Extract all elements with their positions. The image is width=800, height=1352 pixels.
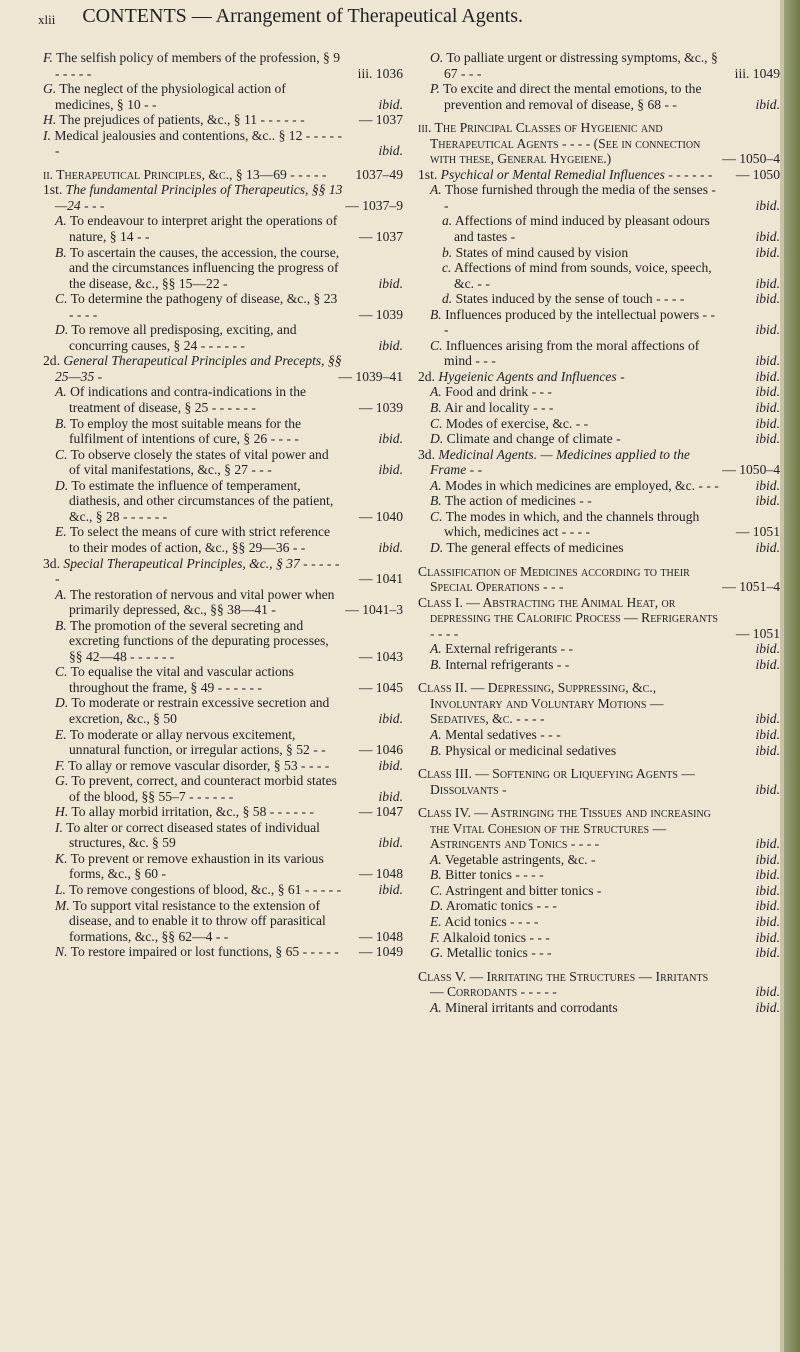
entry-1st-psychical: 1st. Psychical or Mental Remedial Influences - - - - - - — 1050 xyxy=(418,166,780,182)
entry-d-moderate: D. To moderate or restrain excessive secretion and excretion, &c., § 50 ibid. xyxy=(55,695,403,726)
entry-d-touch: d. States induced by the sense of touch - - - - ibid. xyxy=(442,291,780,307)
entry-a-restoration: A. The restoration of nervous and vital power when primarily depressed, &c., §§ 38—41 - — 1041–3 xyxy=(55,586,403,618)
entry-b-bitter-tonics: B. Bitter tonics - - - - ibid. xyxy=(430,867,780,883)
entry-d-aromatic-tonics: D. Aromatic tonics - - - ibid. xyxy=(430,898,780,914)
entry-c-exercise: C. Modes of exercise, &c. - - ibid. xyxy=(430,415,780,431)
entry-i-medical-jealousies: I. Medical jealousies and contentions, &c.. § 12 - - - - - - ibid. xyxy=(43,127,403,159)
entry-c-equalise: C. To equalise the vital and vascular actions throughout the frame, § 49 - - - - - - — 1045 xyxy=(55,664,403,695)
entry-c-moral: C. Influences arising from the moral affections of mind - - - ibid. xyxy=(430,337,780,369)
class-iii-heading: Class III. — Softening or Liquefying Agents — Dissolvants - ibid. xyxy=(418,766,780,797)
page-number: xlii xyxy=(38,12,56,27)
entry-e-select: E. To select the means of cure with strict reference to their modes of action, &c., §§ 29—36 - - ibid. xyxy=(55,524,403,555)
entry-a-indications: A. Of indications and contra-indications in the treatment of disease, § 25 - - - - - - — 1039 xyxy=(55,384,403,416)
left-column xyxy=(43,50,403,960)
classification-heading: Classification of Medicines according to their Special Operations - - - — 1051–4 xyxy=(418,563,780,595)
entry-b-intellectual: B. Influences produced by the intellectual powers - - - ibid. xyxy=(430,306,780,338)
entry-h-irritation: H. To allay morbid irritation, &c., § 58 - - - - - - — 1047 xyxy=(55,804,403,820)
entry-c-channels: C. The modes in which, and the channels through which, medicines act - - - - — 1051 xyxy=(430,508,780,540)
entry-b-air: B. Air and locality - - - ibid. xyxy=(430,400,780,416)
entry-i-structures: I. To alter or correct diseased states of individual structures, &c. § 59 ibid. xyxy=(55,819,403,851)
entry-n-restore: N. To restore impaired or lost functions, § 65 - - - - - — 1049 xyxy=(55,944,403,960)
entry-a-food: A. Food and drink - - - ibid. xyxy=(430,384,780,400)
entry-b-ascertain: B. To ascertain the causes, the accession, the course, and the circumstances influencing the progress of the disease, &c., §§ 15—22 - ibid. xyxy=(55,244,403,291)
entry-f-selfish: F. The selfish policy of members of the profession, § 9 - - - - - iii. 1036 xyxy=(43,50,403,81)
entry-1st-fundamental: 1st. The fundamental Principles of Therapeutics, §§ 13—24 - - - — 1037–9 xyxy=(43,182,403,213)
entry-d-general-effects: D. The general effects of medicines ibid. xyxy=(430,539,780,555)
entry-g-blood: G. To prevent, correct, and counteract morbid states of the blood, §§ 55–7 - - - - - - ibid. xyxy=(55,773,403,804)
entry-k-exhaustion: K. To prevent or remove exhaustion in its various forms, &c., § 60 - — 1048 xyxy=(55,850,403,882)
entry-a-senses: A. Those furnished through the media of the senses - - ibid. xyxy=(430,182,780,213)
entry-d-climate: D. Climate and change of climate - ibid. xyxy=(430,431,780,447)
section-iii-heading: iii. The Principal Classes of Hygeienic and Therapeutical Agents - - - - (See in connection with these, General Hygeiene.) — 1050–4 xyxy=(418,120,780,167)
entry-b-suitable-means: B. To employ the most suitable means for the fulfilment of intentions of cure, § 26 - - - - ibid. xyxy=(55,415,403,447)
entry-a-external-refrigerants: A. External refrigerants - - ibid. xyxy=(430,641,780,657)
book-edge xyxy=(784,0,800,1352)
header-title: CONTENTS — Arrangement of Therapeutical Agents. xyxy=(82,5,523,27)
entry-a-mental-sedatives: A. Mental sedatives - - - ibid. xyxy=(430,726,780,742)
class-i-heading: Class I. — Abstracting the Animal Heat, or depressing the Calorific Process — Refrigerants - - - - — 1051 xyxy=(418,594,780,641)
entry-a-modes: A. Modes in which medicines are employed, &c. - - - ibid. xyxy=(430,477,780,493)
right-column xyxy=(418,50,780,1015)
class-iv-heading: Class IV. — Astringing the Tissues and increasing the Vital Cohesion of the Structures — Astringents and Tonics - - - - ibid. xyxy=(418,805,780,852)
page-header xyxy=(38,4,783,30)
entry-a-mineral-irritants: A. Mineral irritants and corrodants ibid. xyxy=(430,999,780,1015)
entry-c-sounds: c. Affections of mind from sounds, voice, speech, &c. - - ibid. xyxy=(442,260,780,291)
entry-b-physical-sedatives: B. Physical or medicinal sedatives ibid. xyxy=(430,742,780,758)
entry-l-congestions: L. To remove congestions of blood, &c., § 61 - - - - - ibid. xyxy=(55,881,403,897)
entry-m-resistance: M. To support vital resistance to the extension of disease, and to enable it to throw off parasitical formations, &c., §§ 62—4 - - — 1048 xyxy=(55,897,403,944)
entry-c-observe: C. To observe closely the states of vital power and of vital manifestations, &c., § 27 - - - ibid. xyxy=(55,446,403,478)
entry-f-alkaloid-tonics: F. Alkaloid tonics - - - ibid. xyxy=(430,929,780,945)
entry-g-metallic-tonics: G. Metallic tonics - - - ibid. xyxy=(430,945,780,961)
entry-h-prejudices: H. The prejudices of patients, &c., § 11 - - - - - - — 1037 xyxy=(43,112,403,128)
entry-f-vascular: F. To allay or remove vascular disorder, § 53 - - - - ibid. xyxy=(55,757,403,773)
entry-g-neglect: G. The neglect of the physiological action of medicines, § 10 - - ibid. xyxy=(43,81,403,112)
entry-a-vegetable-astringents: A. Vegetable astringents, &c. - ibid. xyxy=(430,851,780,867)
entry-d-temperament: D. To estimate the influence of temperament, diathesis, and other circumstances of the patient, &c., § 28 - - - - - - — 1040 xyxy=(55,477,403,524)
entry-d-remove: D. To remove all predisposing, exciting, and concurring causes, § 24 - - - - - - ibid. xyxy=(55,322,403,353)
class-v-heading: Class V. — Irritating the Structures — Irritants — Corrodants - - - - - ibid. xyxy=(418,968,780,1000)
entry-c-pathogeny: C. To determine the pathogeny of disease, &c., § 23 - - - - — 1039 xyxy=(55,291,403,322)
entry-b-vision: b. States of mind caused by vision ibid. xyxy=(442,244,780,260)
entry-c-astringent-bitter: C. Astringent and bitter tonics - ibid. xyxy=(430,882,780,898)
class-ii-heading: Class II. — Depressing, Suppressing, &c., Involuntary and Voluntary Motions — Sedatives, &c. - - - - ibid. xyxy=(418,680,780,727)
entry-2d-general: 2d. General Therapeutical Principles and Precepts, §§ 25—35 - — 1039–41 xyxy=(43,353,403,384)
section-ii-heading: ii. Therapeutical Principles, &c., § 13—69 - - - - - 1037–49 xyxy=(43,166,403,182)
entry-b-action: B. The action of medicines - - ibid. xyxy=(430,493,780,509)
entry-b-promotion: B. The promotion of the several secreting and excreting functions of the depurating processes, §§ 42—48 - - - - - - — 1043 xyxy=(55,617,403,664)
entry-o-palliate: O. To palliate urgent or distressing symptoms, &c., § 67 - - - iii. 1049 xyxy=(430,50,780,81)
entry-e-acid-tonics: E. Acid tonics - - - - ibid. xyxy=(430,913,780,929)
entry-2d-hygienic: 2d. Hygeienic Agents and Influences - ibid. xyxy=(418,368,780,384)
entry-a-odours: a. Affections of mind induced by pleasant odours and tastes - ibid. xyxy=(442,213,780,245)
entry-3d-medicinal: 3d. Medicinal Agents. — Medicines applied to the Frame - - — 1050–4 xyxy=(418,446,780,478)
entry-b-internal-refrigerants: B. Internal refrigerants - - ibid. xyxy=(430,656,780,672)
entry-p-excite: P. To excite and direct the mental emotions, to the prevention and removal of disease, § 68 - - ibid. xyxy=(430,81,780,112)
entry-3d-special: 3d. Special Therapeutical Principles, &c., § 37 - - - - - - — 1041 xyxy=(43,555,403,587)
entry-a-endeavour: A. To endeavour to interpret aright the operations of nature, § 14 - - — 1037 xyxy=(55,213,403,245)
entry-e-allay-nervous: E. To moderate or allay nervous excitement, unnatural function, or irregular actions, § 52 - - — 1046 xyxy=(55,726,403,758)
